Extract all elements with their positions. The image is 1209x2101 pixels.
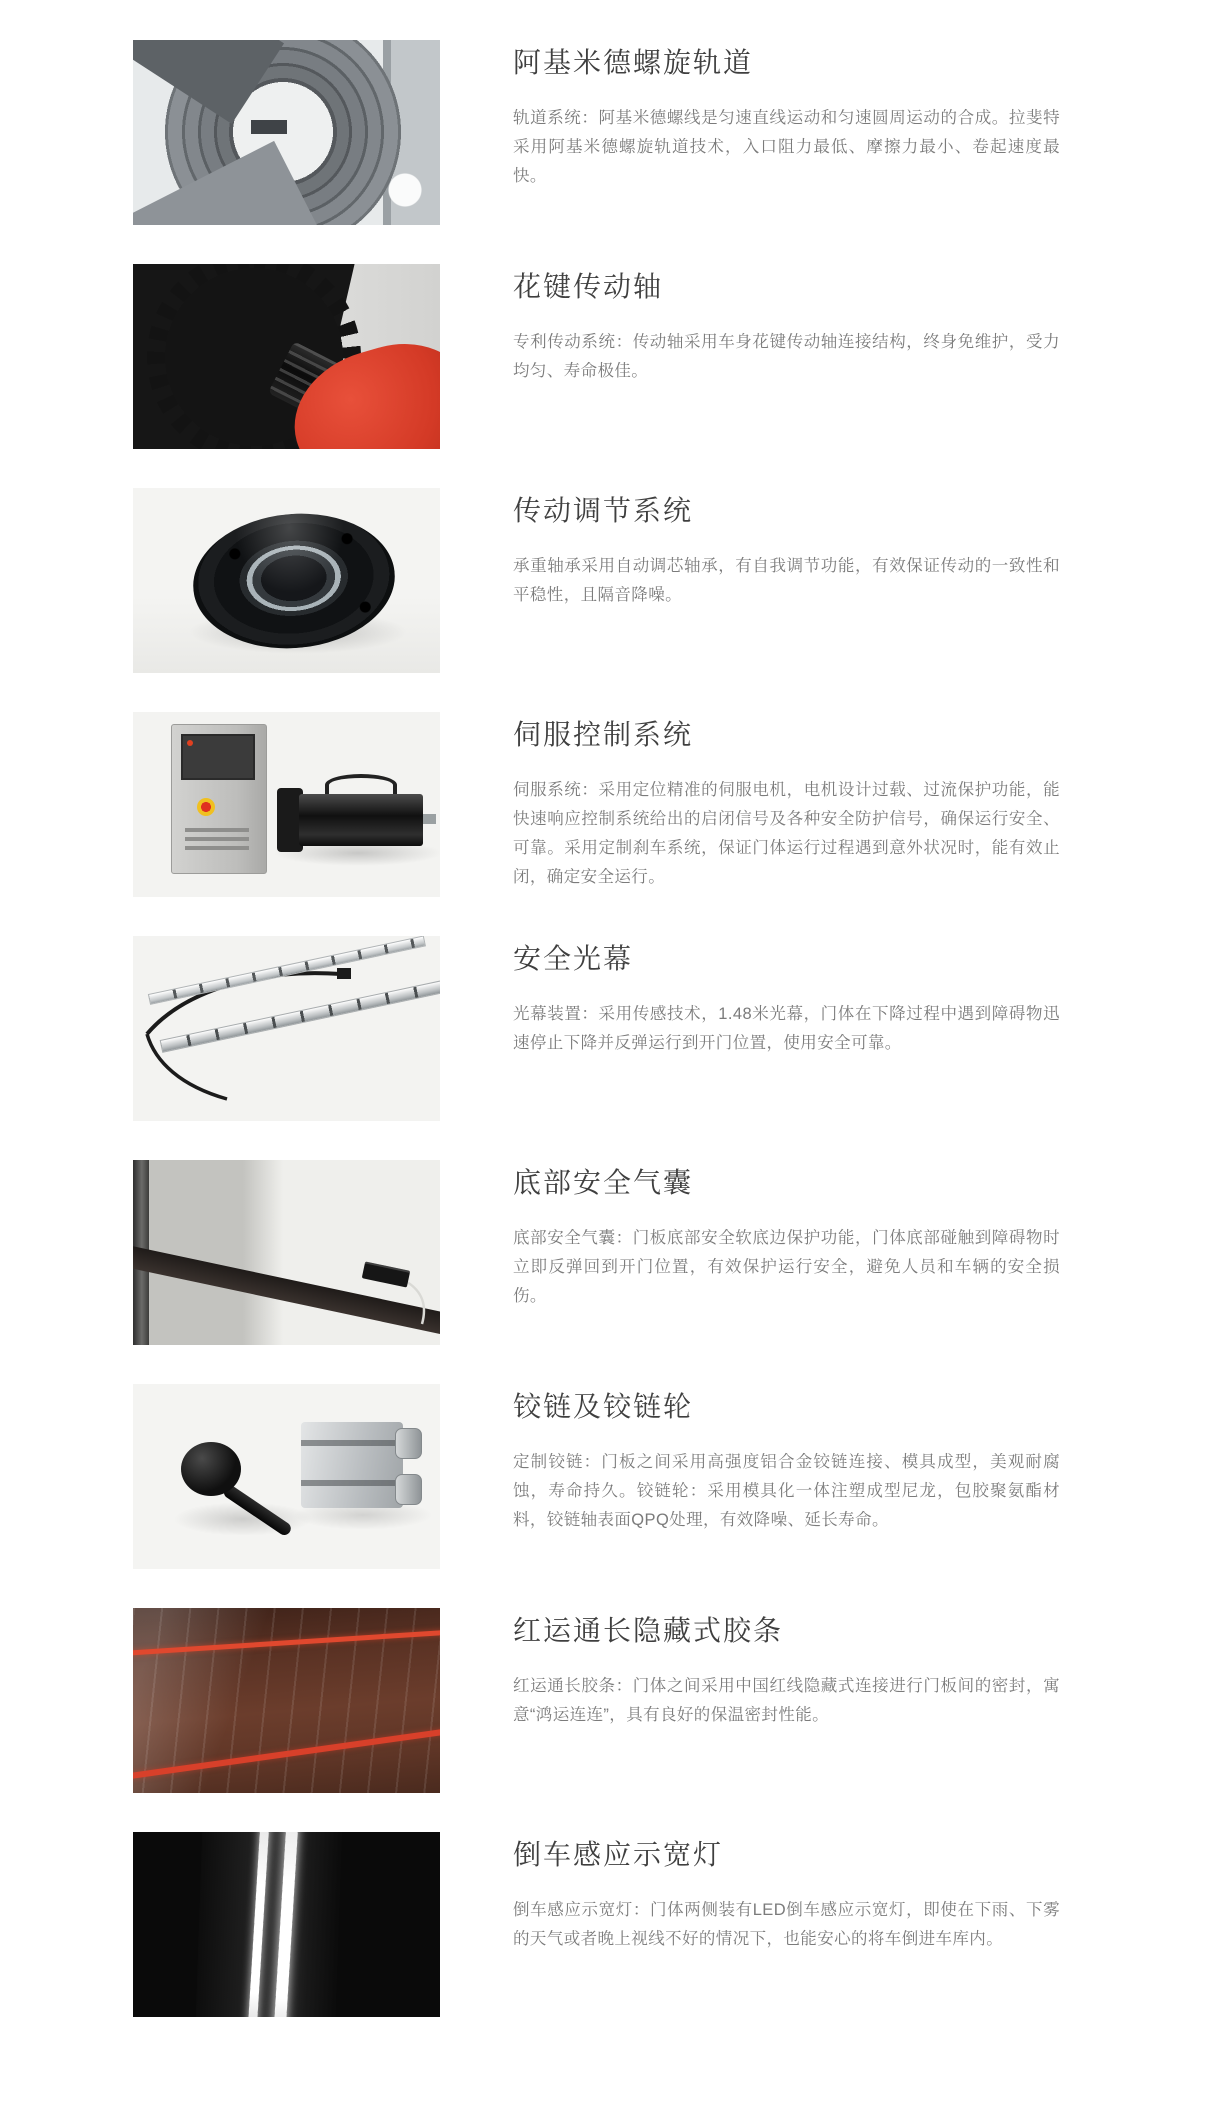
feature-title: 安全光幕 xyxy=(513,943,634,974)
spline-drive-shaft-photo xyxy=(133,264,440,449)
feature-description: 专利传动系统：传动轴采用车身花键传动轴连接结构，终身免维护，受力均匀、寿命极佳。 xyxy=(513,332,1060,380)
indicator-led-shape xyxy=(187,740,193,746)
servo-motor-shape xyxy=(299,794,423,846)
feature-description: 底部安全气囊：门板底部安全软底边保护功能，门体底部碰触到障碍物时立即反弹回到开门位置，有效保护运行安全，避免人员和车辆的安全损伤。 xyxy=(513,1228,1060,1305)
feature-title: 伺服控制系统 xyxy=(513,719,694,750)
servo-control-system-photo xyxy=(133,712,440,897)
feature-title: 底部安全气囊 xyxy=(513,1167,694,1198)
feature-section-airbag xyxy=(133,1160,1209,1345)
hinge-barrel-shape xyxy=(395,1428,422,1459)
feature-description: 轨道系统：阿基米德螺线是匀速直线运动和匀速圆周运动的合成。拉斐特采用阿基米德螺旋轨道技术，入口阻力最低、摩擦力最小、卷起速度最快。 xyxy=(513,108,1060,185)
keypad-shape xyxy=(185,828,249,852)
roller-knob-shape xyxy=(181,1442,241,1496)
red-seal-line-shape xyxy=(133,1629,440,1656)
red-hidden-seal-strip-photo xyxy=(133,1608,440,1793)
reversing-led-marker-light-photo xyxy=(133,1832,440,2017)
feature-section-bearing xyxy=(133,488,1209,673)
sensor-cable-shape xyxy=(133,1160,440,1345)
panel-corner-shape xyxy=(133,40,284,124)
door-edge-column-shape xyxy=(196,1832,343,2017)
feature-title: 铰链及铰链轮 xyxy=(513,1391,694,1422)
safety-light-curtain-photo xyxy=(133,936,440,1121)
feature-description: 倒车感应示宽灯：门体两侧装有LED倒车感应示宽灯，即使在下雨、下雾的天气或者晚上视线不好的情况下，也能安心的将车倒进车库内。 xyxy=(513,1900,1060,1948)
emergency-stop-button-shape xyxy=(197,798,215,816)
panel-corner-shape xyxy=(133,141,326,225)
feature-description: 红运通长胶条：门体之间采用中国红线隐藏式连接进行门板间的密封，寓意“鸿运连连”，具有良好的保温密封性能。 xyxy=(513,1676,1060,1724)
feature-description: 承重轴承采用自动调芯轴承，有自我调节功能，有效保证传动的一致性和平稳性，且隔音降噪。 xyxy=(513,556,1060,604)
feature-section-spline-shaft xyxy=(133,264,1209,449)
feature-section-servo xyxy=(133,712,1209,897)
hinge-barrel-shape xyxy=(395,1474,422,1505)
feature-title: 传动调节系统 xyxy=(513,495,694,526)
feature-title: 倒车感应示宽灯 xyxy=(513,1839,724,1870)
bottom-safety-airbag-photo xyxy=(133,1160,440,1345)
feature-section-red-strip xyxy=(133,1608,1209,1793)
feature-section-light-curtain xyxy=(133,936,1209,1121)
archimedes-spiral-track-photo xyxy=(133,40,440,225)
feature-section-hinge xyxy=(133,1384,1209,1569)
feature-section-spiral-track xyxy=(133,40,1209,225)
feature-title: 阿基米德螺旋轨道 xyxy=(513,47,754,78)
red-seal-line-shape xyxy=(133,1726,440,1780)
feature-section-led-light xyxy=(133,1832,1209,2017)
motor-shaft-shape xyxy=(423,814,436,824)
spiral-notch-shape xyxy=(251,120,287,134)
hinge-plate-shape xyxy=(301,1422,403,1508)
self-aligning-bearing-photo xyxy=(133,488,440,673)
feature-description: 光幕装置：采用传感技术，1.48米光幕，门体在下降过程中遇到障碍物迅速停止下降并反弹运行到开门位置，使用安全可靠。 xyxy=(513,1004,1060,1052)
feature-description: 定制铰链：门板之间采用高强度铝合金铰链连接、模具成型，美观耐腐蚀，寿命持久。铰链轮：采用模具化一体注塑成型尼龙，包胶聚氨酯材料，铰链轴表面QPQ处理，有效降噪、延长寿命。 xyxy=(513,1452,1060,1529)
feature-description: 伺服系统：采用定位精准的伺服电机，电机设计过载、过流保护功能，能快速响应控制系统给出的启闭信号及各种安全防护信号，确保运行安全、可靠。采用定制刹车系统，保证门体运行过程遇到意外状况时，能有效止闭，确定安全运行。 xyxy=(513,780,1060,886)
feature-title: 红运通长隐藏式胶条 xyxy=(513,1615,784,1646)
motor-cable-shape xyxy=(325,774,397,796)
hinge-and-roller-photo xyxy=(133,1384,440,1569)
feature-title: 花键传动轴 xyxy=(513,271,664,302)
